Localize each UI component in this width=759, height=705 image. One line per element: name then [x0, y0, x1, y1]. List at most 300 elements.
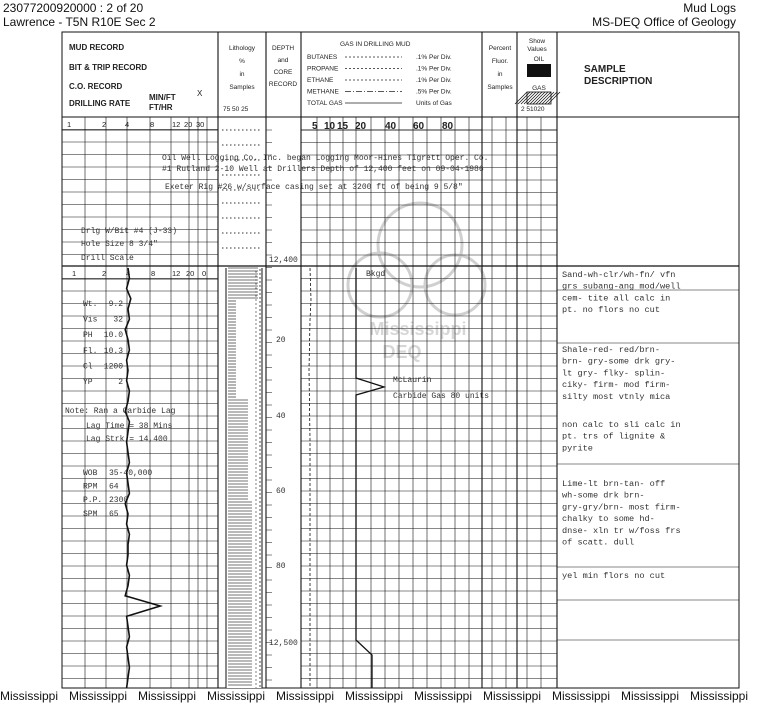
lith-dot: [255, 671, 256, 672]
lith-dot: [255, 647, 256, 648]
lith-dot: [255, 623, 256, 624]
mud-prop-key: PH: [83, 331, 93, 341]
lith-dot: [259, 585, 260, 586]
lith-dot: [255, 639, 256, 640]
lith-dot: [255, 555, 256, 556]
lith-dot: [255, 595, 256, 596]
mud-prop-value: 10.3: [103, 346, 123, 356]
lith-dot: [259, 385, 260, 386]
lith-dot: [255, 455, 256, 456]
depth-labels: [269, 256, 298, 648]
lith-dot: [259, 597, 260, 598]
lith-dot: [255, 551, 256, 552]
lith-dot: [255, 563, 256, 564]
lith-dot: [259, 505, 260, 506]
lith-dot: [259, 577, 260, 578]
lith-dot: [255, 495, 256, 496]
lith-dot: [255, 655, 256, 656]
lith-dot: [259, 441, 260, 442]
show-header-line: OIL: [533, 56, 545, 63]
lith-dot: [255, 395, 256, 396]
lith-dot: [255, 519, 256, 520]
sample-header-1: SAMPLE: [584, 64, 626, 75]
carbide-label: Carbide Gas 80 units: [393, 392, 490, 401]
lith-dot: [259, 301, 260, 302]
depth-label: 60: [276, 487, 286, 496]
lith-dot: [255, 391, 256, 392]
lith-dot: [259, 569, 260, 570]
description-line: silty most vtnly mica: [562, 391, 671, 402]
gas-row-unit: .1% Per Div.: [416, 77, 452, 84]
lith-dot: [259, 649, 260, 650]
gas-swatch-hatch: [524, 92, 536, 104]
lith-dot: [259, 293, 260, 294]
watermark-line-2: DEQ: [382, 342, 422, 362]
lith-dot: [259, 513, 260, 514]
rate-tick: 1: [67, 120, 72, 129]
description-line: Sand-wh-clr/wh-fn/ vfn: [562, 270, 676, 280]
lith-dot: [259, 461, 260, 462]
gas-swatch-hatch: [536, 92, 548, 104]
lith-dot: [255, 319, 256, 320]
lith-dot: [259, 645, 260, 646]
lith-dot: [255, 543, 256, 544]
lith-dot: [259, 661, 260, 662]
lith-dot: [255, 635, 256, 636]
lith-dot: [259, 657, 260, 658]
lith-dot: [255, 387, 256, 388]
lith-dot: [255, 535, 256, 536]
lith-dot: [255, 399, 256, 400]
lith-dot: [259, 381, 260, 382]
description-line: cem- tite all calc in: [562, 293, 671, 304]
lith-dot: [255, 679, 256, 680]
depth-header-line: CORE: [273, 69, 293, 76]
lith-dot: [259, 413, 260, 414]
lith-dot: [259, 609, 260, 610]
lith-dot: [255, 463, 256, 464]
lith-dot: [255, 631, 256, 632]
lith-dot: [255, 311, 256, 312]
depth-label: 12,500: [269, 639, 298, 648]
lith-dot: [255, 403, 256, 404]
lith-dot: [259, 621, 260, 622]
depth-label: 20: [276, 336, 286, 345]
lith-dot: [259, 289, 260, 290]
lith-dot: [259, 677, 260, 678]
gas-row-name: TOTAL GAS: [307, 100, 343, 107]
lith-dot: [255, 435, 256, 436]
lith-dot: [255, 283, 256, 284]
lith-dot: [259, 565, 260, 566]
depth-label: 40: [276, 412, 286, 421]
note-line-2: #1 Rutland 2-10 Well at Drillers Depth of 12,400 feet on 09-04-1986: [162, 165, 484, 174]
lith-dot: [255, 415, 256, 416]
x-mark: X: [197, 89, 203, 98]
depth-header-line: DEPTH: [271, 45, 295, 52]
rate-tick: 8: [151, 269, 156, 278]
lith-dot: [259, 357, 260, 358]
description-line: yel min flors no cut: [562, 571, 666, 581]
lith-scale: 75 50 25: [223, 106, 249, 113]
depth-label: 12,400: [269, 256, 298, 265]
drill-param-value: 65: [109, 509, 119, 519]
lith-dot: [255, 539, 256, 540]
lith-dot: [259, 581, 260, 582]
gas-swatch-hatch: [527, 92, 539, 104]
gas-scale-tick: 60: [413, 121, 425, 132]
drill-scale: Drill Scale: [81, 254, 134, 263]
description-line: grs subang-ang mod/well: [562, 281, 681, 292]
lith-dot: [259, 345, 260, 346]
lith-dot: [255, 627, 256, 628]
gas-scale-tick: 40: [385, 121, 397, 132]
lith-dot: [259, 341, 260, 342]
mud-prop-key: Wt.: [83, 300, 98, 309]
lith-dot: [259, 377, 260, 378]
doc-type: Mud Logs: [683, 1, 736, 15]
lith-dot: [259, 633, 260, 634]
gas-row-unit: .1% Per Div.: [416, 54, 452, 61]
mud-prop-value: 10.0: [103, 331, 123, 341]
description-line: pyrite: [562, 443, 593, 454]
lith-dot: [255, 487, 256, 488]
lith-dot: [259, 685, 260, 686]
lith-dot: [259, 393, 260, 394]
lith-dot: [259, 449, 260, 450]
lith-dot: [259, 277, 260, 278]
footer-word: Mississippi: [207, 689, 266, 703]
fluor-header-line: Percent: [488, 45, 512, 52]
lith-dot: [259, 373, 260, 374]
lithology-header: [229, 45, 256, 91]
lith-dot: [255, 531, 256, 532]
gas-scale-tick: 20: [355, 121, 367, 132]
watermark-line-1: Mississippi: [369, 319, 467, 339]
description-line: pt. trs of lignite &: [562, 431, 666, 442]
lith-dot: [259, 329, 260, 330]
depth-header: [269, 45, 297, 88]
show-header-line: Show: [528, 38, 546, 45]
description-line: of scatt. dull: [562, 537, 635, 548]
drill-param-value: 35-40,000: [109, 469, 153, 478]
lith-dot: [259, 537, 260, 538]
lith-dot: [259, 681, 260, 682]
lith-dot: [259, 337, 260, 338]
lith-dot: [259, 593, 260, 594]
lith-dot: [255, 323, 256, 324]
gas-row-unit: .1% Per Div.: [416, 65, 452, 73]
lith-dot: [255, 663, 256, 664]
ft-hr-label: FT/HR: [149, 103, 173, 112]
lithology-header-line: Lithology: [228, 45, 256, 52]
lith-dot: [255, 371, 256, 372]
rate-tick: 12: [172, 269, 181, 278]
gas-swatch-hatch: [539, 92, 551, 104]
lith-dot: [255, 343, 256, 344]
doc-id: 23077200920000 : 2 of 20: [3, 1, 144, 15]
rate-tick: 20: [184, 120, 193, 129]
description-line: wh-some drk brn-: [562, 490, 645, 501]
lith-dot: [255, 439, 256, 440]
lith-dot: [259, 489, 260, 490]
sample-header-2: DESCRIPTION: [584, 76, 653, 87]
lith-dot: [255, 547, 256, 548]
lith-dot: [255, 295, 256, 296]
mud-record-label: MUD RECORD: [69, 43, 125, 52]
rate-tick: 30: [196, 120, 205, 129]
lith-dot: [255, 355, 256, 356]
description-line: chalky to some hd-: [562, 514, 655, 525]
footer-word: Mississippi: [690, 689, 749, 703]
lith-dot: [259, 481, 260, 482]
lith-dot: [255, 527, 256, 528]
lithology-header-line: Samples: [229, 84, 255, 91]
lith-dot: [259, 557, 260, 558]
lith-dot: [259, 637, 260, 638]
lith-dot: [259, 421, 260, 422]
footer-word: Mississippi: [414, 689, 473, 703]
lith-dot: [259, 429, 260, 430]
lith-dot: [259, 457, 260, 458]
footer-word: Mississippi: [552, 689, 611, 703]
description-line: dnse- xln tr w/foss frs: [562, 525, 681, 536]
lag-note: Note: Ran a Carbide Lag: [65, 407, 176, 416]
description-line: non calc to sli calc in: [562, 420, 681, 430]
lith-dot: [255, 379, 256, 380]
lith-dot: [255, 471, 256, 472]
lith-dot: [259, 613, 260, 614]
gas-scale-tick: 10: [324, 121, 336, 132]
lith-dot: [259, 417, 260, 418]
drill-param-value: 2300: [109, 496, 129, 506]
drill-rate-curve: [125, 268, 160, 688]
rate-scale-lower: [72, 269, 206, 278]
note-line-1: Oil Well Logging Co. Inc. began Logging Moor-Hines Tigrett Oper. Co.: [162, 154, 489, 163]
lith-dot: [255, 307, 256, 308]
description-line: ciky- firm- mod firm-: [562, 380, 671, 391]
lith-dot: [259, 641, 260, 642]
lith-dot: [255, 659, 256, 660]
footer-word: Mississippi: [0, 689, 59, 703]
rate-tick: 0: [202, 269, 207, 278]
lith-dot: [255, 275, 256, 276]
gas-scale-tick: 5: [312, 121, 318, 132]
lith-dot: [259, 477, 260, 478]
lith-dot: [259, 281, 260, 282]
lith-dot: [259, 273, 260, 274]
lith-dot: [255, 315, 256, 316]
drill-param-key: P.P.: [83, 496, 103, 506]
gas-title: GAS IN DRILLING MUD: [340, 41, 411, 48]
lith-dot: [255, 347, 256, 348]
lith-dot: [255, 583, 256, 584]
lith-dot: [255, 447, 256, 448]
lithology-header-line: in: [239, 71, 245, 78]
show-scale: 2 51020: [521, 106, 545, 113]
lith-dot: [255, 271, 256, 272]
bit-trip-label: BIT & TRIP RECORD: [69, 63, 148, 72]
rate-tick: 12: [172, 120, 181, 129]
min-ft-label: MIN/FT: [149, 93, 176, 102]
description-line: Shale-red- red/brn-: [562, 345, 660, 355]
bkgd-label: Bkgd: [366, 270, 386, 279]
lith-dot: [259, 549, 260, 550]
depth-label: 80: [276, 562, 286, 571]
methane-curve: [309, 268, 311, 688]
agency: MS-DEQ Office of Geology: [592, 15, 736, 29]
lith-dot: [255, 303, 256, 304]
lith-dot: [255, 335, 256, 336]
lith-dot: [255, 363, 256, 364]
mud-prop-value: 2: [118, 378, 123, 387]
lith-dot: [255, 523, 256, 524]
co-record-label: C.O. RECORD: [69, 82, 123, 91]
gas-swatch-hatch: [533, 92, 545, 104]
depth-header-line: and: [277, 57, 289, 64]
lith-dot: [259, 405, 260, 406]
lith-dot: [259, 561, 260, 562]
lith-dot: [259, 545, 260, 546]
fluor-header: [487, 45, 513, 91]
footer-word: Mississippi: [345, 689, 404, 703]
lith-dot: [255, 359, 256, 360]
lith-dot: [255, 407, 256, 408]
lag-time: Lag Time = 38 Mins: [86, 422, 173, 431]
gas-swatch-hatch: [530, 92, 542, 104]
lith-dot: [259, 665, 260, 666]
rate-tick: 4: [125, 120, 130, 129]
lith-dot: [255, 587, 256, 588]
gas-row-unit: .5% Per Div.: [416, 88, 452, 96]
lith-dot: [259, 349, 260, 350]
lith-dot: [259, 673, 260, 674]
lith-dot: [255, 571, 256, 572]
show-header-line: GAS: [532, 85, 546, 92]
description-line: gry-gry/brn- most firm-: [562, 502, 681, 513]
lith-dot: [259, 305, 260, 306]
lith-dot: [255, 411, 256, 412]
lith-dot: [255, 467, 256, 468]
fluor-header-line: Fluor.: [491, 58, 509, 65]
lith-dot: [259, 437, 260, 438]
lith-dot: [259, 325, 260, 326]
fluor-header-line: Samples: [487, 84, 513, 91]
deq-watermark: [348, 203, 485, 362]
lith-dot: [255, 615, 256, 616]
mud-prop-key: YP: [83, 378, 93, 387]
lith-dot: [255, 451, 256, 452]
lith-dot: [259, 469, 260, 470]
lith-dot: [259, 617, 260, 618]
lith-dot: [255, 351, 256, 352]
lith-dot: [255, 611, 256, 612]
lith-dot: [255, 675, 256, 676]
lith-dot: [255, 515, 256, 516]
lith-dot: [255, 331, 256, 332]
mud-prop-key: Cl: [83, 362, 93, 372]
lithology-header-line: %: [239, 58, 245, 65]
gas-row-name: PROPANE: [307, 65, 339, 73]
lith-dot: [255, 667, 256, 668]
lith-dot: [255, 507, 256, 508]
lith-dot: [259, 653, 260, 654]
footer-word: Mississippi: [621, 689, 680, 703]
lith-dot: [259, 473, 260, 474]
lith-dot: [259, 361, 260, 362]
lith-dot: [259, 317, 260, 318]
drlg-note: Drlg W/Bit #4 (J-33): [81, 227, 178, 236]
lith-dot: [259, 485, 260, 486]
lith-dot: [255, 567, 256, 568]
footer-watermark: [0, 689, 749, 705]
footer-word: Mississippi: [138, 689, 197, 703]
lith-dot: [255, 603, 256, 604]
drill-param-key: SPM: [83, 509, 98, 519]
lith-dot: [255, 591, 256, 592]
lith-dot: [255, 383, 256, 384]
gas-swatch-hatch: [548, 92, 560, 104]
lith-dot: [259, 425, 260, 426]
lith-dot: [259, 409, 260, 410]
mud-prop-value: 1200: [103, 362, 123, 372]
lith-dot: [259, 365, 260, 366]
lith-dot: [259, 389, 260, 390]
lith-dot: [259, 625, 260, 626]
lith-dot: [259, 533, 260, 534]
lith-dot: [255, 443, 256, 444]
gas-swatch: [515, 92, 560, 104]
lith-dot: [255, 419, 256, 420]
footer-word: Mississippi: [276, 689, 335, 703]
rate-tick: 1: [72, 269, 77, 278]
gas-row-name: METHANE: [307, 88, 339, 96]
mud-prop-value: 9.2: [108, 300, 123, 309]
lithology-fill: [226, 268, 262, 689]
lith-dot: [255, 479, 256, 480]
lith-dot: [259, 497, 260, 498]
lith-dot: [255, 431, 256, 432]
rate-tick: 4: [126, 269, 131, 278]
drilling-rate-label: DRILLING RATE: [69, 99, 131, 108]
lith-dot: [255, 599, 256, 600]
lith-dot: [255, 375, 256, 376]
lith-dot: [259, 529, 260, 530]
lith-dot: [255, 575, 256, 576]
depth-header-line: RECORD: [268, 81, 298, 88]
lith-dot: [255, 643, 256, 644]
mud-prop-key: Fl.: [83, 346, 98, 356]
lith-dot: [259, 397, 260, 398]
footer-word: Mississippi: [69, 689, 128, 703]
mud-prop-value: 32: [113, 315, 123, 325]
sample-descriptions: [562, 270, 681, 581]
lith-dot: [259, 453, 260, 454]
lith-dot: [259, 493, 260, 494]
description-line: Lime-lt brn-tan- off: [562, 479, 666, 489]
lith-dot: [259, 297, 260, 298]
lith-dot: [259, 445, 260, 446]
note-line-3: Exeter Rig #26 w/surface casing set at 3200 ft of being 9 5/8": [165, 183, 463, 192]
lith-dot: [259, 465, 260, 466]
lith-dot: [259, 525, 260, 526]
lith-dot: [259, 573, 260, 574]
oil-swatch: [527, 64, 551, 77]
gas-scale-tick: 15: [337, 121, 349, 132]
drill-param-value: 64: [109, 482, 119, 492]
lith-dot: [259, 509, 260, 510]
lith-dot: [259, 601, 260, 602]
